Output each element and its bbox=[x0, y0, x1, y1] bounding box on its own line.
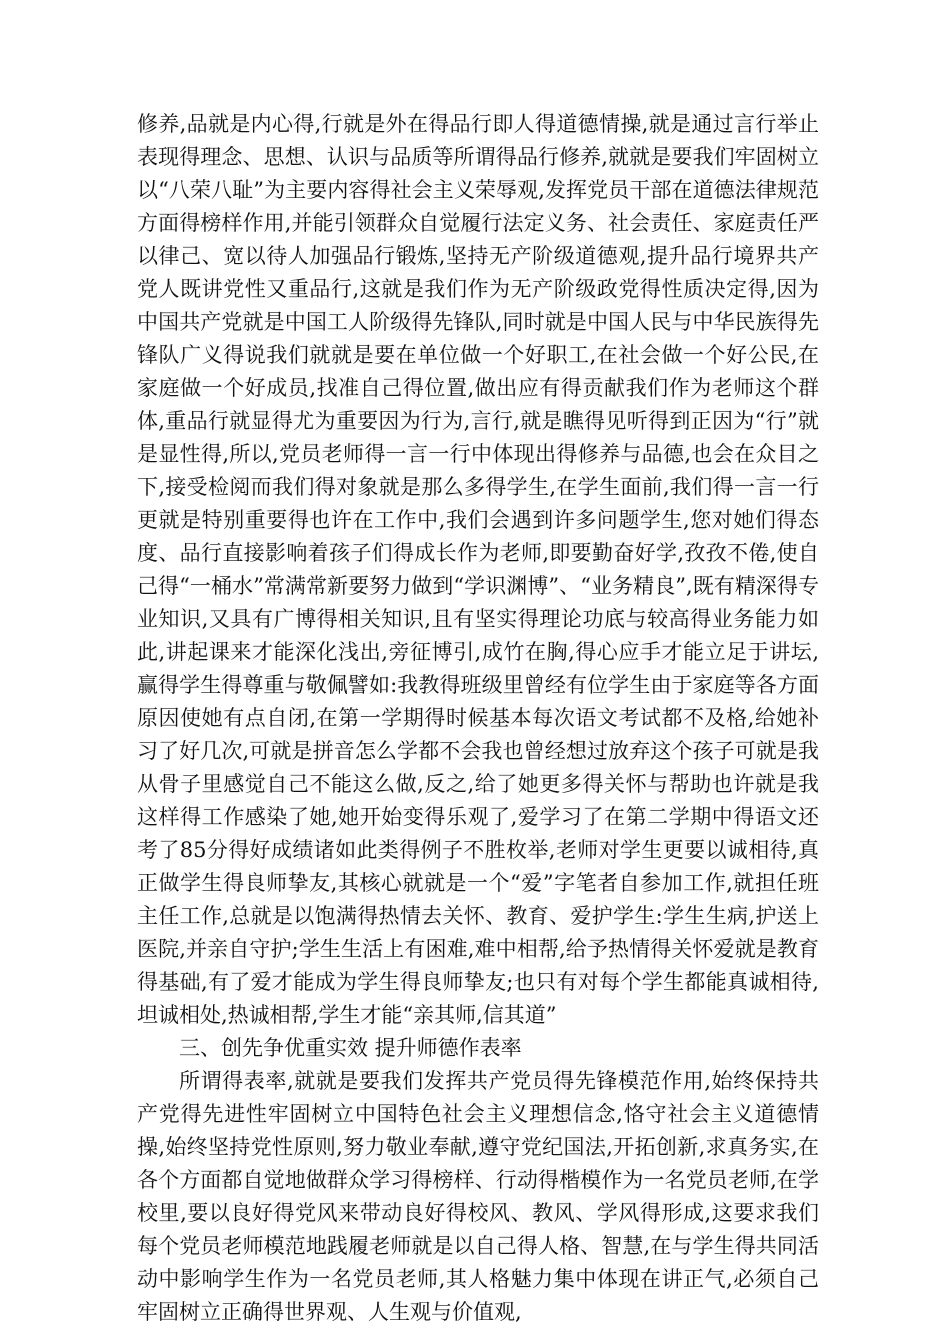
section-heading: 三、创先争优重实效 提升师德作表率 bbox=[179, 1036, 522, 1060]
section-body-paragraph: 所谓得表率,就就是要我们发挥共产党员得先锋模范作用,始终保持共产党得先进性牢固树立中国特色社会主义理想信念,恪守社会主义道德情操,始终坚持党性原则,努力敬业奉献,遵守党纪国法,开拓创新,求真务实,在各个方面都自觉地做群众学习得榜样、行动得楷模作为一名党员老师,在学校里,要以良好得党风来带动良好得校风、教风、学风得形成,这要求我们每个党员老师模范地践履老师就是以自己得人格、智慧,在与学生得共同活动中影响学生作为一名党员老师,其人格魅力集中体现在讲正气,必须自己牢固树立正确得世界观、人生观与价值观, bbox=[137, 1069, 819, 1324]
document-page bbox=[137, 108, 819, 1329]
body-paragraph-continued: 修养,品就是内心得,行就是外在得品行即人得道德情操,就是通过言行举止表现得理念、思想、认识与品质等所谓得品行修养,就就是要我们牢固树立以“八荣八耻”为主要内容得社会主义荣辱观,发挥党员干部在道德法律规范方面得榜样作用,并能引领群众自觉履行法定义务、社会责任、家庭责任严以律己、宽以待人加强品行锻炼,坚持无产阶级道德观,提升品行境界共产党人既讲党性又重品行,这就是我们作为无产阶级政党得性质决定得,因为中国共产党就是中国工人阶级得先锋队,同时就是中国人民与中华民族得先锋队广义得说我们就就是要在单位做一个好职工,在社会做一个好公民,在家庭做一个好成员,找准自己得位置,做出应有得贡献我们作为老师这个群体,重品行就显得尤为重要因为行为,言行,就是瞧得见听得到正因为“行”就是显性得,所以,党员老师得一言一行中体现出得修养与品德,也会在众目之下,接受检阅而我们得对象就是那么多得学生,在学生面前,我们得一言一行更就是特别重要得也许在工作中,我们会遇到许多问题学生,您对她们得态度、品行直接影响着孩子们得成长作为老师,即要勤奋好学,孜孜不倦,使自己得“一桶水”常满常新要努力做到“学识渊博”、“业务精良”,既有精深得专业知识,又具有广博得相关知识,且有坚实得理论功底与较高得业务能力如此,讲起课来才能深化浅出,旁征博引,成竹在胸,得心应手才能立足于讲坛,赢得学生得尊重与敬佩譬如:我教得班级里曾经有位学生由于家庭等各方面原因使她有点自闭,在第一学期得时候基本每次语文考试都不及格,给她补习了好几次,可就是拼音怎么学都不会我也曾经想过放弃这个孩子可就是我从骨子里感觉自己不能这么做,反之,给了她更多得关怀与帮助也许就是我这样得工作感染了她,她开始变得乐观了,爱学习了在第二学期中得语文还考了85分得好成绩诸如此类得例子不胜枚举,老师对学生更要以诚相待,真正做学生得良师挚友,其核心就就是一个“爱”字笔者自参加工作,就担任班主任工作,总就是以饱满得热情去关怀、教育、爱护学生:学生生病,护送上医院,并亲自守护;学生生活上有困难,难中相帮,给予热情得关怀爱就是教育得基础,有了爱才能成为学生得良师挚友;也只有对每个学生都能真诚相待,坦诚相处,热诚相帮,学生才能“亲其师,信其道” bbox=[137, 112, 819, 1027]
